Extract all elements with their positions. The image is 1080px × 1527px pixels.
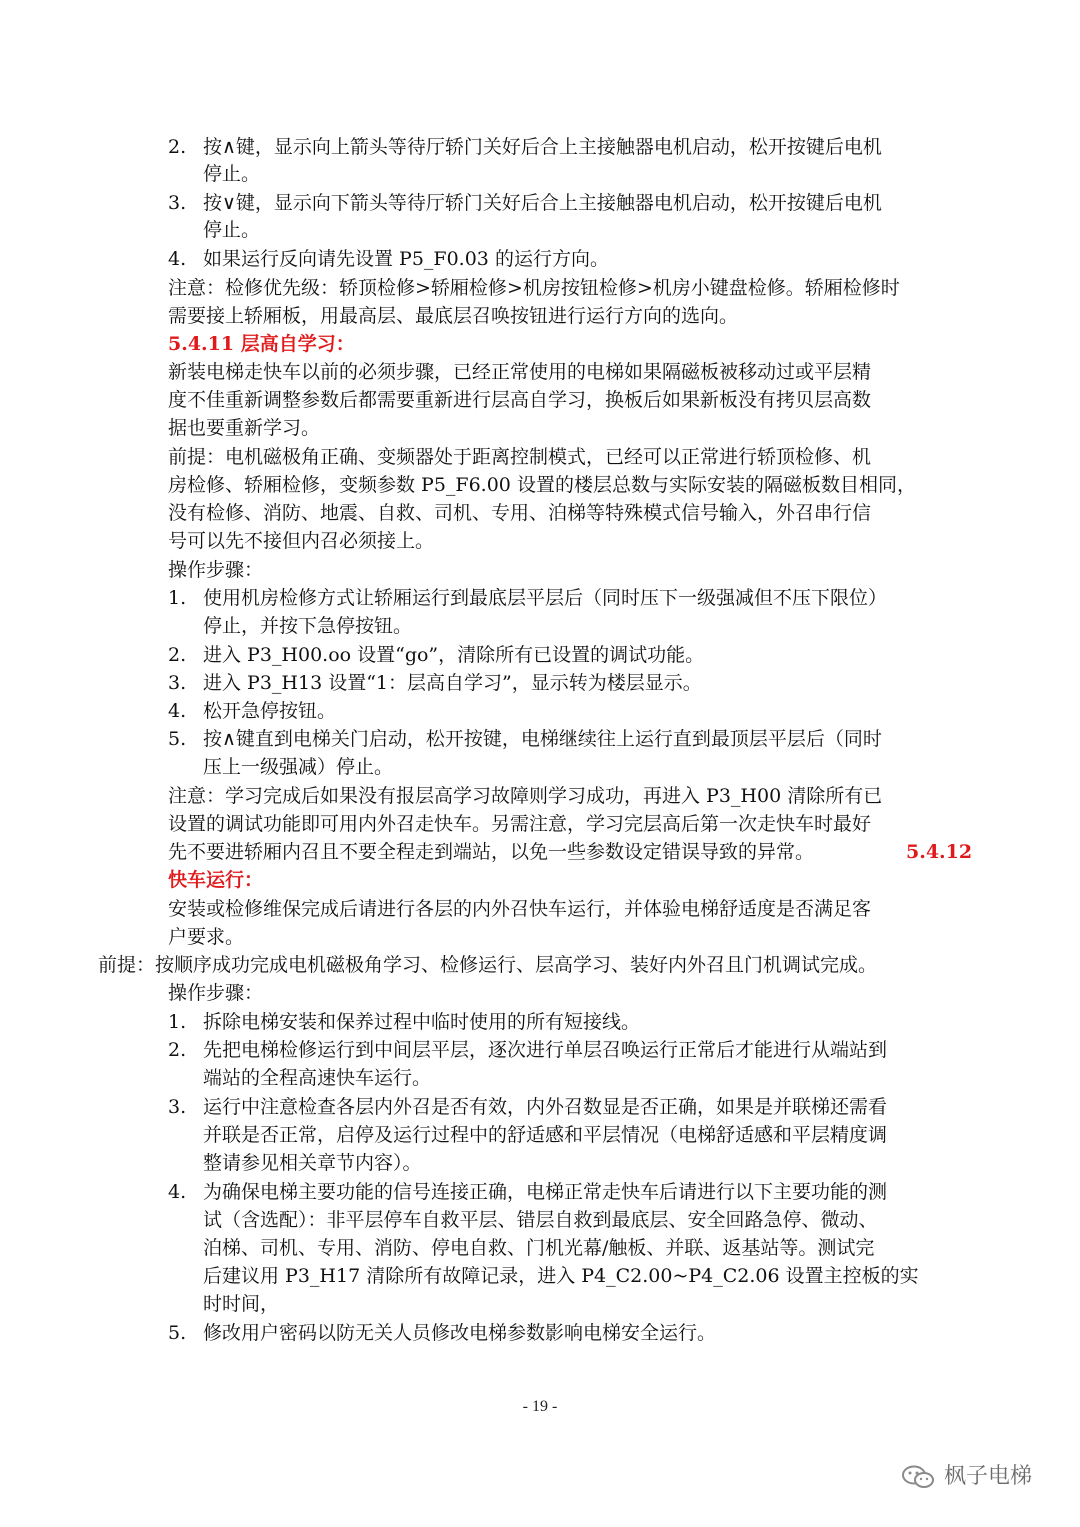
list-item-text: 时时间， bbox=[203, 1293, 280, 1315]
list-item-text: 如果运行反向请先设置 P5_F0.03 的运行方向。 bbox=[203, 248, 609, 270]
section-heading: 快车运行： bbox=[168, 869, 264, 891]
list-number: 2. bbox=[168, 136, 187, 158]
list-item-text: 使用机房检修方式让轿厢运行到最底层平层后（同时压下一级强减但不压下限位） bbox=[203, 587, 888, 609]
list-number: 5. bbox=[168, 728, 187, 750]
page-number: - 19 - bbox=[522, 1398, 558, 1415]
list-item-text: 压上一级强减）停止。 bbox=[203, 756, 394, 778]
list-number: 3. bbox=[168, 1096, 187, 1118]
list-item-text: 松开急停按钮。 bbox=[203, 700, 337, 722]
list-item-text: 拆除电梯安装和保养过程中临时使用的所有短接线。 bbox=[203, 1011, 641, 1033]
paragraph-text: 度不佳重新调整参数后都需要重新进行层高自学习，换板后如果新板没有拷贝层高数 bbox=[168, 389, 872, 411]
list-item-text: 修改用户密码以防无关人员修改电梯参数影响电梯安全运行。 bbox=[203, 1322, 717, 1344]
list-number: 1. bbox=[168, 587, 187, 609]
list-number: 4. bbox=[168, 700, 187, 722]
list-item-text: 先把电梯检修运行到中间层平层，逐次进行单层召唤运行正常后才能进行从端站到 bbox=[203, 1039, 888, 1061]
list-item-text: 为确保电梯主要功能的信号连接正确，电梯正常走快车后请进行以下主要功能的测 bbox=[203, 1181, 888, 1203]
steps-label: 操作步骤： bbox=[168, 559, 264, 581]
premise-text: 前提：按顺序成功完成电机磁极角学习、检修运行、层高学习、装好内外召且门机调试完成。 bbox=[98, 954, 878, 976]
list-item-text: 并联是否正常，启停及运行过程中的舒适感和平层情况（电梯舒适感和平层精度调 bbox=[203, 1124, 888, 1146]
list-number: 2. bbox=[168, 1039, 187, 1061]
list-item-text: 按∧键直到电梯关门启动，松开按键，电梯继续往上运行直到最顶层平层后（同时 bbox=[203, 728, 882, 750]
list-item-text: 整请参见相关章节内容）。 bbox=[203, 1152, 422, 1174]
list-number: 3. bbox=[168, 192, 187, 214]
list-item-text: 端站的全程高速快车运行。 bbox=[203, 1067, 432, 1089]
list-item-text: 停止。 bbox=[203, 163, 261, 185]
wechat-icon bbox=[900, 1464, 936, 1490]
premise-text: 房检修、轿厢检修，变频参数 P5_F6.00 设置的楼层总数与实际安装的隔磁板数目相同， bbox=[168, 474, 916, 496]
list-number: 4. bbox=[168, 1181, 187, 1203]
list-number: 5. bbox=[168, 1322, 187, 1344]
list-number: 2. bbox=[168, 644, 187, 666]
premise-text: 号可以先不接但内召必须接上。 bbox=[168, 530, 435, 552]
paragraph-text: 安装或检修维保完成后请进行各层的内外召快车运行，并体验电梯舒适度是否满足客 bbox=[168, 898, 872, 920]
section-heading-number: 5.4.12 bbox=[906, 841, 973, 863]
watermark-text: 枫子电梯 bbox=[944, 1464, 1033, 1489]
steps-label: 操作步骤： bbox=[168, 982, 264, 1004]
list-number: 1. bbox=[168, 1011, 187, 1033]
list-item-text: 泊梯、司机、专用、消防、停电自救、门机光幕/触板、并联、返基站等。测试完 bbox=[203, 1237, 875, 1259]
note-text: 设置的调试功能即可用内外召走快车。另需注意，学习完层高后第一次走快车时最好 bbox=[168, 813, 872, 835]
watermark bbox=[900, 1462, 1032, 1492]
list-item-text: 进入 P3_H13 设置“1：层高自学习”，显示转为楼层显示。 bbox=[203, 672, 702, 694]
list-number: 3. bbox=[168, 672, 187, 694]
list-item-text: 运行中注意检查各层内外召是否有效，内外召数显是否正确，如果是并联梯还需看 bbox=[203, 1096, 888, 1118]
paragraph-text: 户要求。 bbox=[168, 926, 245, 948]
note-text: 需要接上轿厢板，用最高层、最底层召唤按钮进行运行方向的选向。 bbox=[168, 305, 739, 327]
list-item-text: 按∨键，显示向下箭头等待厅轿门关好后合上主接触器电机启动，松开按键后电机 bbox=[203, 192, 882, 214]
note-text: 注意：学习完成后如果没有报层高学习故障则学习成功，再进入 P3_H00 清除所有已 bbox=[168, 785, 883, 807]
note-text: 注意：检修优先级：轿顶检修>轿厢检修>机房按钮检修>机房小键盘检修。轿厢检修时 bbox=[168, 277, 900, 299]
list-item-text: 按∧键，显示向上箭头等待厅轿门关好后合上主接触器电机启动，松开按键后电机 bbox=[203, 136, 882, 158]
premise-text: 没有检修、消防、地震、自救、司机、专用、泊梯等特殊模式信号输入，外召串行信 bbox=[168, 502, 872, 524]
list-item-text: 进入 P3_H00.oo 设置“go”，清除所有已设置的调试功能。 bbox=[203, 644, 705, 666]
section-heading: 5.4.11 层高自学习： bbox=[168, 333, 355, 355]
list-item-text: 后建议用 P3_H17 清除所有故障记录，进入 P4_C2.00~P4_C2.06 设置主控板的实 bbox=[203, 1265, 919, 1287]
list-item-text: 试（含选配）：非平层停车自救平层、错层自救到最底层、安全回路急停、微动、 bbox=[203, 1209, 878, 1231]
list-item-text: 停止，并按下急停按钮。 bbox=[203, 615, 413, 637]
paragraph-text: 新装电梯走快车以前的必须步骤，已经正常使用的电梯如果隔磁板被移动过或平层精 bbox=[168, 361, 872, 383]
list-item-text: 停止。 bbox=[203, 219, 261, 241]
premise-text: 前提：电机磁极角正确、变频器处于距离控制模式，已经可以正常进行轿顶检修、机 bbox=[168, 446, 872, 468]
list-number: 4. bbox=[168, 248, 187, 270]
note-text: 先不要进轿厢内召且不要全程走到端站，以免一些参数设定错误导致的异常。 bbox=[168, 841, 815, 863]
paragraph-text: 据也要重新学习。 bbox=[168, 417, 321, 439]
